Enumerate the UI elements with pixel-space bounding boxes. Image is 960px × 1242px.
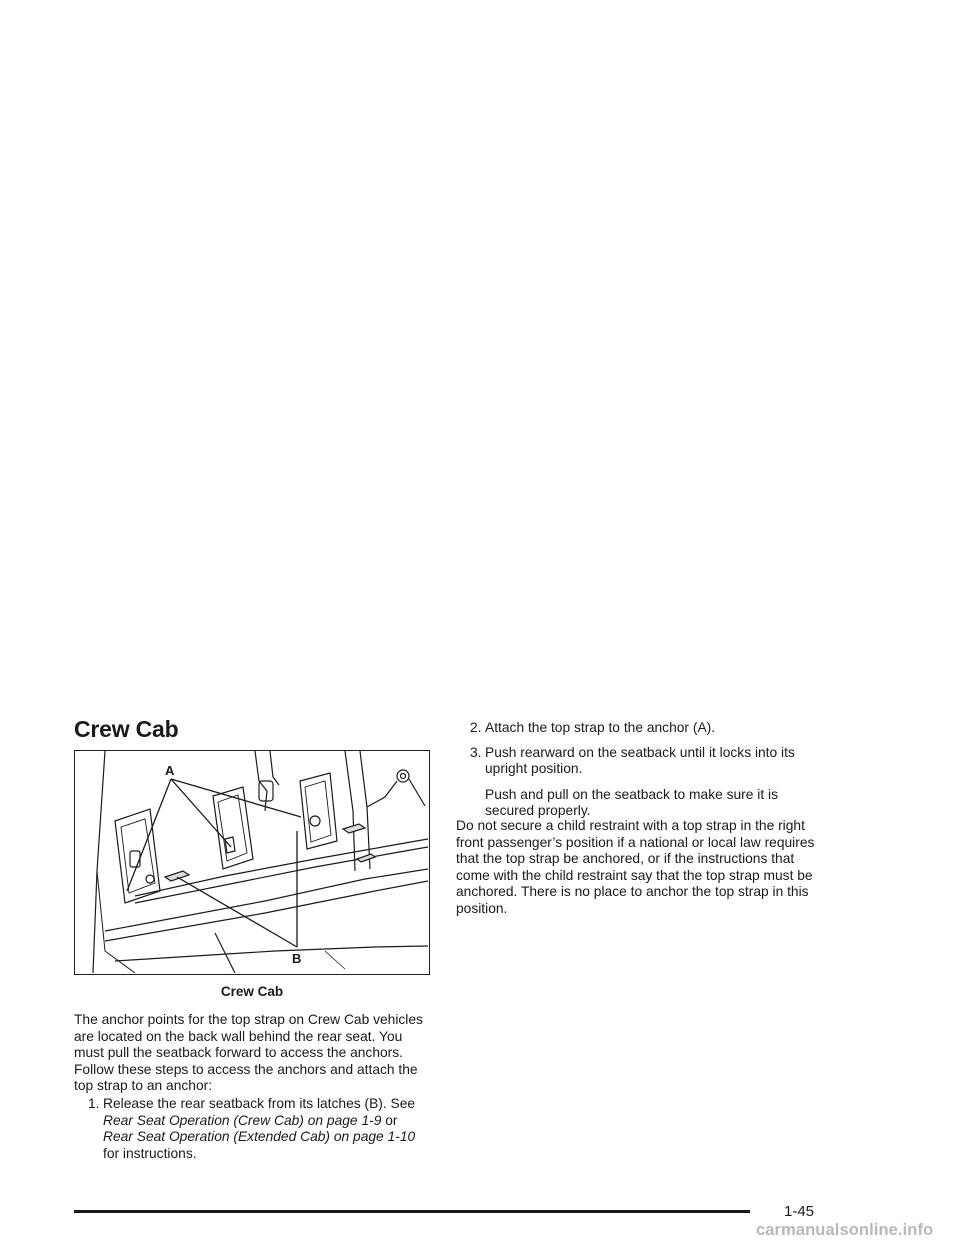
step-3-number: 3. — [470, 744, 482, 760]
step-2-number: 2. — [470, 720, 482, 735]
step-1 — [88, 1096, 433, 1162]
section-heading: Crew Cab — [74, 716, 179, 742]
warning-paragraph: Do not secure a child restraint with a top strap in the right front passenger’s position if a national or local law requires that the top strap be anchored, or if the instructions that come with the child restraint say that the top strap must be anchored. There is no place to anchor the top strap in this position. — [456, 818, 815, 916]
label-b: B — [292, 951, 302, 966]
watermark-logo: carmanualsonline.info — [756, 1221, 934, 1239]
step-1-text-after: for instructions. — [103, 1145, 197, 1161]
footer-divider — [74, 1210, 750, 1213]
label-a: A — [165, 763, 175, 778]
step-2 — [470, 720, 815, 737]
step-1-number: 1. — [88, 1096, 100, 1111]
figure-caption: Crew Cab — [220, 984, 284, 999]
crew-cab-illustration — [74, 750, 430, 975]
anchor-diagram — [75, 751, 428, 973]
right-column — [470, 720, 815, 828]
link-rear-seat-extended-cab[interactable]: Rear Seat Operation (Extended Cab) on page 1-10 — [103, 1129, 416, 1145]
intro-paragraph: The anchor points for the top strap on Crew Cab vehicles are located on the back wall behind the rear seat. You must pull the seatback forward to access the anchors. Follow these steps to access the anchors and attach the top strap to an anchor: — [74, 1012, 423, 1094]
step-3 — [470, 745, 815, 820]
step-2-text: Attach the top strap to the anchor (A). — [485, 720, 716, 735]
page-number: 1-45 — [784, 1203, 815, 1220]
step-3-text: Push rearward on the seatback until it locks into its upright position. — [485, 744, 795, 777]
link-rear-seat-crew-cab[interactable]: Rear Seat Operation (Crew Cab) on page 1-9 or — [103, 1112, 398, 1128]
step-3-subtext: Push and pull on the seatback to make sure it is secured properly. — [485, 786, 778, 819]
step-1-text: Release the rear seatback from its latches (B). See — [103, 1096, 416, 1111]
